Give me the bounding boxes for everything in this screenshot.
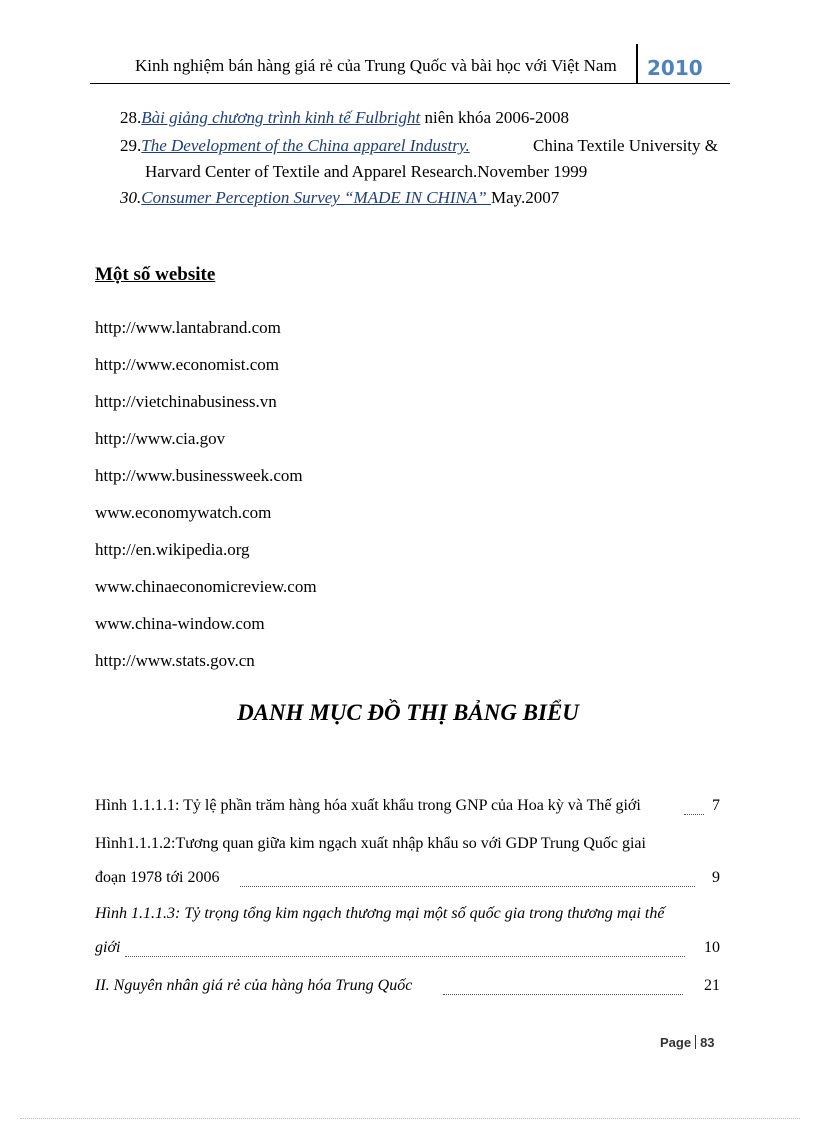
toc-entry[interactable] <box>95 797 720 815</box>
toc-entry-text: Hình 1.1.1.1: Tỷ lệ phần trăm hàng hóa xuất khẩu trong GNP của Hoa kỳ và Thế giới <box>95 797 641 814</box>
toc-entry[interactable] <box>95 835 720 853</box>
toc-entry-text: Hình 1.1.1.3: Tỷ trọng tổng kim ngạch thương mại một số quốc gia trong thương mại thế <box>95 905 665 922</box>
reference-continuation: Harvard Center of Textile and Apparel Research.November 1999 <box>145 162 588 181</box>
footer-page-label: Page <box>660 1035 692 1050</box>
toc-leader <box>125 956 685 957</box>
reference-number: 30. <box>120 188 142 207</box>
website-link[interactable]: http://www.economist.com <box>95 355 279 374</box>
toc-entry-continuation[interactable] <box>95 869 720 887</box>
list-of-figures-title: DANH MỤC ĐỒ THỊ BẢNG BIỂU <box>237 700 579 725</box>
website-link[interactable]: http://www.businessweek.com <box>95 466 303 485</box>
website-link[interactable]: http://www.lantabrand.com <box>95 318 281 337</box>
reference-item <box>120 188 559 208</box>
toc-entry[interactable] <box>95 905 720 923</box>
reference-details: China Textile University & <box>533 136 718 155</box>
reference-details: May.2007 <box>490 188 560 207</box>
header-divider <box>636 44 638 84</box>
website-link[interactable]: www.chinaeconomicreview.com <box>95 577 317 596</box>
toc-entry-text: đoạn 1978 tới 2006 <box>95 869 220 886</box>
reference-title-link[interactable]: The Development of the China apparel Industry. <box>141 136 470 155</box>
reference-item <box>120 136 718 156</box>
toc-page-number: 10 <box>704 939 720 956</box>
website-link[interactable]: http://www.stats.gov.cn <box>95 651 255 670</box>
toc-leader <box>240 886 695 887</box>
header-rule <box>90 83 730 84</box>
reference-number: 28. <box>120 108 142 127</box>
toc-page-number: 9 <box>712 869 720 886</box>
toc-entry-continuation[interactable] <box>95 939 720 957</box>
header-year: 2010 <box>647 56 703 80</box>
website-link[interactable]: www.economywatch.com <box>95 503 272 522</box>
footer-page-number: 83 <box>700 1035 715 1050</box>
toc-entry[interactable] <box>95 977 720 995</box>
page-footer <box>660 1035 715 1050</box>
reference-title-link[interactable]: Bài giảng chương trình kinh tế Fulbright <box>141 108 421 127</box>
reference-title-link[interactable]: Consumer Perception Survey “MADE IN CHINA” <box>141 188 491 207</box>
website-link[interactable]: http://www.cia.gov <box>95 429 226 448</box>
website-link[interactable]: http://en.wikipedia.org <box>95 540 250 559</box>
toc-leader <box>443 994 683 995</box>
toc-entry-text: II. Nguyên nhân giá rẻ của hàng hóa Trung Quốc <box>95 977 413 994</box>
reference-item <box>120 108 569 128</box>
toc-entry-text: Hình1.1.1.2:Tương quan giữa kim ngạch xuất nhập khẩu so với GDP Trung Quốc giai <box>95 835 646 852</box>
toc-page-number: 7 <box>712 797 720 814</box>
website-link[interactable]: http://vietchinabusiness.vn <box>95 392 277 411</box>
website-link[interactable]: www.china-window.com <box>95 614 265 633</box>
reference-number: 29. <box>120 136 142 155</box>
toc-entry-text: giới <box>95 939 121 956</box>
websites-heading: Một số website <box>95 264 216 285</box>
header-title: Kinh nghiệm bán hàng giá rẻ của Trung Quốc và bài học với Việt Nam <box>135 56 617 75</box>
toc-page-number: 21 <box>704 977 720 994</box>
reference-details: niên khóa 2006-2008 <box>420 108 569 127</box>
page-bottom-border <box>20 1118 800 1119</box>
footer-separator <box>695 1035 696 1049</box>
toc-leader <box>684 814 704 815</box>
